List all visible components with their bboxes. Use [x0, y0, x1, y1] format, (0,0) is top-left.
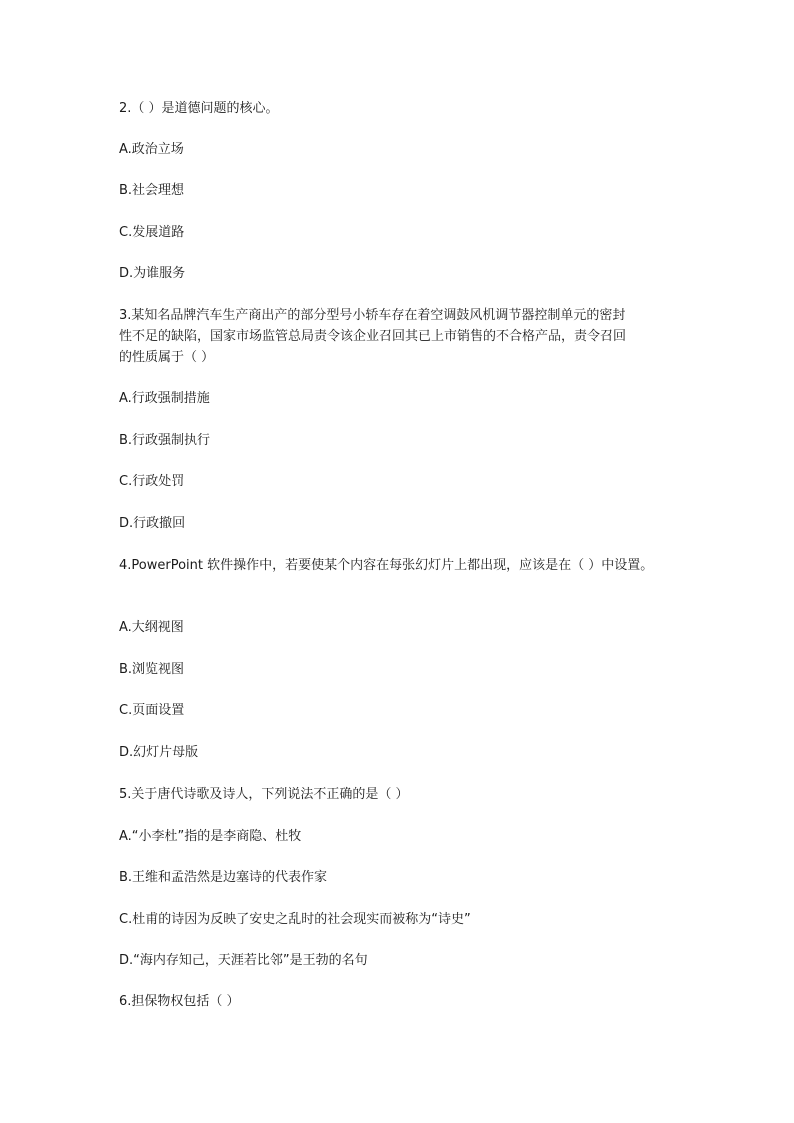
- question-2-option-c: C.发展道路: [119, 225, 185, 240]
- question-3-option-c: C.行政处罚: [119, 474, 185, 489]
- question-5-option-b: B.王维和孟浩然是边塞诗的代表作家: [119, 870, 328, 885]
- question-2-option-d: D.为谁服务: [119, 266, 186, 281]
- question-4-option-c: C.页面设置: [119, 703, 185, 718]
- question-3-option-a: A.行政强制措施: [119, 391, 210, 406]
- question-3-option-d: D.行政撤回: [119, 516, 186, 531]
- question-5-option-d: D.“海内存知己，天涯若比邻”是王勃的名句: [119, 953, 368, 968]
- question-4-option-b: B.浏览视图: [119, 662, 185, 677]
- question-5-option-a: A.“小李杜”指的是李商隐、杜牧: [119, 829, 302, 844]
- question-4-option-d: D.幻灯片母版: [119, 745, 199, 760]
- question-3-stem-line-2: 性不足的缺陷，国家市场监管总局责令该企业召回其已上市销售的不合格产品，责令召回: [119, 329, 627, 344]
- question-2-option-a: A.政治立场: [119, 142, 184, 157]
- question-2-option-b: B.社会理想: [119, 183, 185, 198]
- question-6-stem: 6.担保物权包括（ ）: [119, 994, 240, 1009]
- question-3-option-b: B.行政强制执行: [119, 433, 211, 448]
- question-5-option-c: C.杜甫的诗因为反映了安史之乱时的社会现实而被称为“诗史”: [119, 912, 471, 927]
- question-2-stem: 2.（ ）是道德问题的核心。: [119, 101, 279, 116]
- question-4-stem: 4.PowerPoint 软件操作中，若要使某个内容在每张幻灯片上都出现，应该是在（ ）中设置。: [119, 558, 654, 573]
- question-3-stem-line-1: 3.某知名品牌汽车生产商出产的部分型号小轿车存在着空调鼓风机调节器控制单元的密封: [119, 308, 626, 323]
- question-4-option-a: A.大纲视图: [119, 620, 184, 635]
- question-5-stem: 5.关于唐代诗歌及诗人，下列说法不正确的是（ ）: [119, 787, 409, 802]
- question-3-stem-line-3: 的性质属于（ ）: [119, 350, 215, 365]
